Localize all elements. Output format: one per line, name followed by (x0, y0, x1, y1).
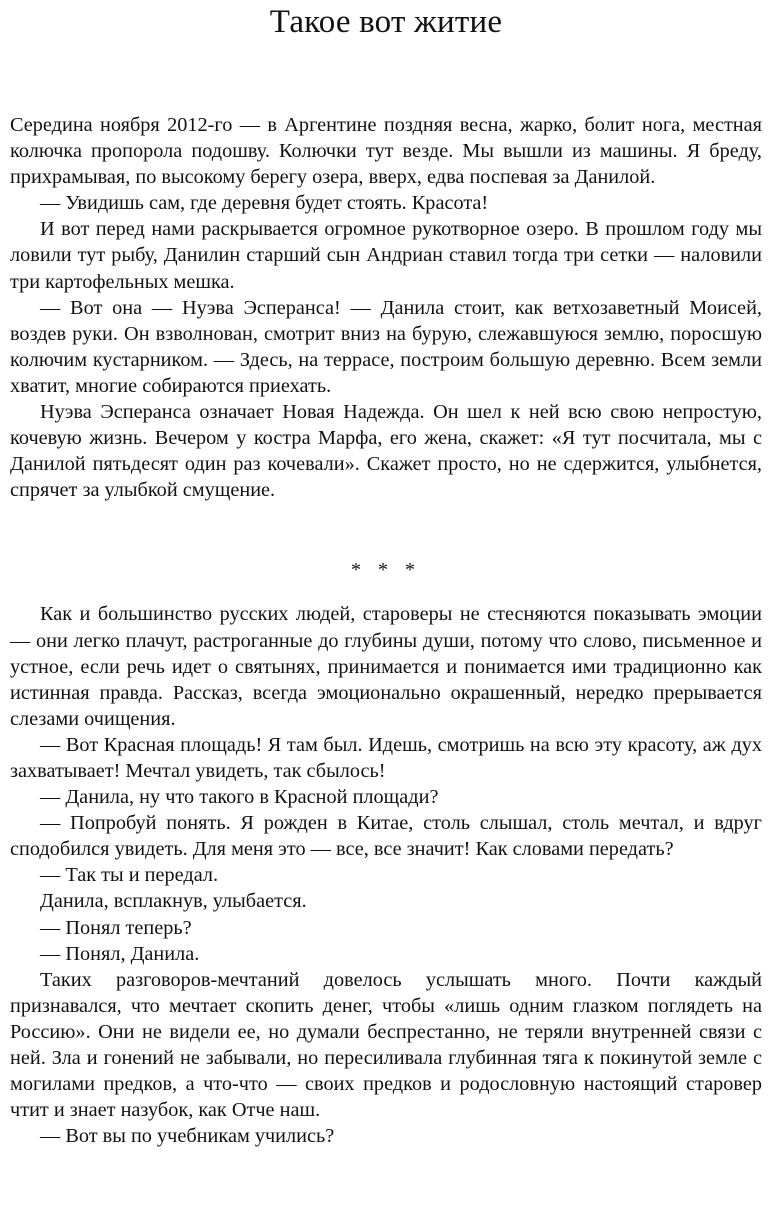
paragraph: — Данила, ну что такого в Красной площади? (40, 786, 439, 809)
paragraph: Нуэва Эсперанса означает Новая Надежда. Он шел к ней всю свою непростую, кочевую жизнь. Вечером у костра Марфа, его жена, скажет: «Я тут посчитала, мы с Данилой пятьдесят один раз кочевали». Скажет просто, но не сдержится, улыбнется, спрячет за улыбкой смущение. (10, 401, 762, 502)
paragraph: — Попробуй понять. Я рожден в Китае, столь слышал, столь мечтал, и вдруг сподобился увидеть. Для меня это — все, все значит! Как словами передать? (10, 812, 762, 861)
chapter-title: Такое вот житие (269, 4, 503, 40)
document-page (10, 0, 762, 1149)
spacer (10, 583, 762, 601)
paragraph: — Вот она — Нуэва Эсперанса! — Данила стоит, как ветхозаветный Моисей, воздев руки. Он взволнован, смотрит вниз на бурую, слежавшуюся землю, поросшую колючим кустарником. — Здесь, на террасе, построим большую деревню. Всем земли хватит, многие собираются приехать. (10, 296, 762, 397)
paragraph: Данила, всплакнув, улыбается. (40, 890, 307, 913)
paragraph: И вот перед нами раскрывается огромное рукотворное озеро. В прошлом году мы ловили тут рыбу, Данилин старший сын Андриан ставил тогда три сетки — наловили три картофельных мешка. (10, 218, 762, 293)
paragraph: — Вот вы по учебникам учились? (40, 1125, 335, 1148)
section-separator: * * * (351, 559, 421, 582)
paragraph: — Понял теперь? (40, 916, 192, 939)
spacer (10, 503, 762, 557)
paragraph: — Вот Красная площадь! Я там был. Идешь, смотришь на всю эту красоту, аж дух захватывает! Мечтал увидеть, так сбылось! (10, 733, 762, 782)
paragraph: — Так ты и передал. (40, 864, 219, 887)
section-one (10, 112, 762, 503)
paragraph: — Понял, Данила. (40, 942, 200, 965)
spacer (10, 50, 762, 112)
paragraph: Как и большинство русских людей, староверы не стесняются показывать эмоции — они легко плачут, растроганные до глубины души, потому что слово, письменное и устное, если речь идет о святынях, принимается и понимается ими традиционно как истинная правда. Рассказ, всегда эмоционально окрашенный, нередко прерывается слезами очищения. (10, 603, 762, 730)
section-two (10, 601, 762, 1149)
paragraph: — Увидишь сам, где деревня будет стоять. Красота! (40, 192, 489, 215)
paragraph: Середина ноября 2012-го — в Аргентине поздняя весна, жарко, болит нога, местная колючка пропорола подошву. Колючки тут везде. Мы вышли из машины. Я бреду, прихрамывая, по высокому берегу озера, вверх, едва поспевая за Данилой. (10, 114, 762, 189)
paragraph: Таких разговоров-мечтаний довелось услышать много. Почти каждый признавался, что мечтает скопить денег, чтобы «лишь одним глазком поглядеть на Россию». Они не видели ее, но думали беспрестанно, не теряли внутренней связи с ней. Зла и гонений не забывали, но пересиливала глубинная тяга к покинутой земле с могилами предков, а что-что — своих предков и родословную настоящий старовер чтит и знает назубок, как Отче наш. (10, 968, 762, 1122)
